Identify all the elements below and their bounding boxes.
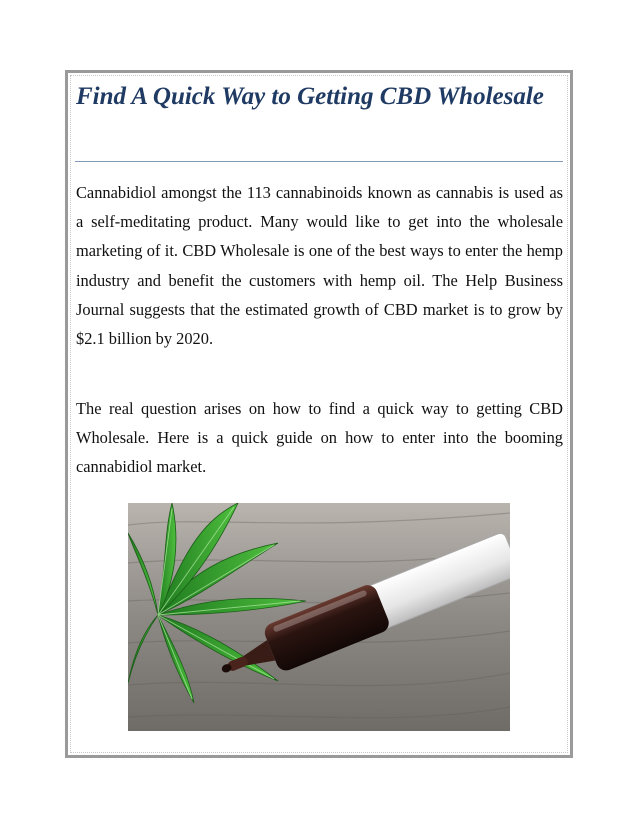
paragraph-1: Cannabidiol amongst the 113 cannabinoids known as cannabis is used as a self-meditating product. Many would like to get into the wholesale marketing of it. CBD Wholesale is one of the best ways to enter the hemp industry and benefit the customers with hemp oil. The Help Business Journal suggests that the estimated growth of CBD market is to grow by $2.1 billion by 2020. bbox=[76, 183, 563, 349]
hemp-leaf-and-oil-syringe-photo bbox=[128, 503, 510, 731]
article-title: Find A Quick Way to Getting CBD Wholesale bbox=[76, 83, 544, 110]
paragraph-2: The real question arises on how to find a quick way to getting CBD Wholesale. Here is a quick guide on how to enter into the booming cannabidiol market. bbox=[76, 399, 563, 477]
title-divider bbox=[75, 161, 563, 162]
